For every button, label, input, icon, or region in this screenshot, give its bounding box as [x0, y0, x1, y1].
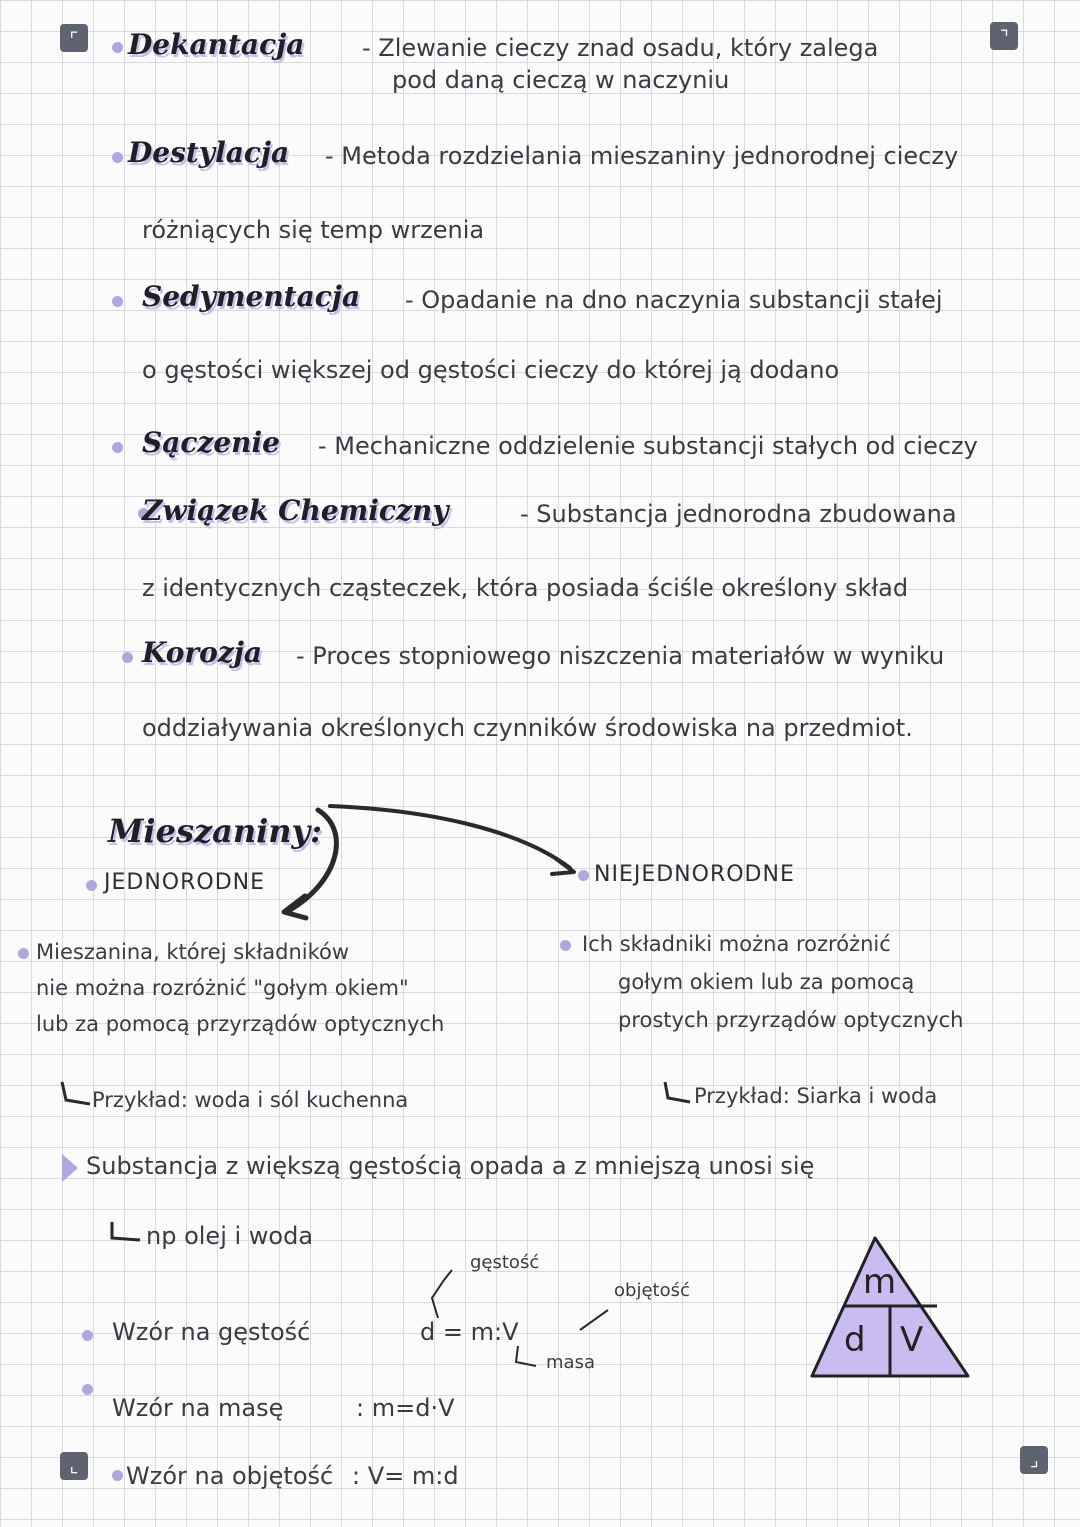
- term-korozja: Korozja: [142, 636, 262, 669]
- bullet-icon: [560, 940, 571, 951]
- term-destylacja: Destylacja: [128, 136, 290, 169]
- definition-text: - Metoda rozdzielania mieszaniny jednorodnej cieczy: [325, 142, 959, 170]
- bullet-icon: [86, 880, 97, 891]
- definition-text: - Opadanie na dno naczynia substancji stałej: [405, 286, 943, 314]
- definition-text: - Substancja jednorodna zbudowana: [520, 500, 957, 528]
- corner-marker-bottom-right: ⌟: [1020, 1446, 1048, 1474]
- term-zwiazek-chemiczny: Związek Chemiczny: [142, 494, 449, 527]
- annotation-mass: masa: [546, 1352, 595, 1373]
- definition-text: - Proces stopniowego niszczenia materiałów w wyniku: [296, 642, 945, 670]
- homogeneous-desc: nie można rozróżnić "gołym okiem": [36, 976, 409, 1000]
- definition-text: z identycznych cząsteczek, która posiada ściśle określony skład: [142, 574, 909, 602]
- homogeneous-example: Przykład: woda i sól kuchenna: [92, 1088, 409, 1112]
- definition-text: oddziaływania określonych czynników środowiska na przedmiot.: [142, 714, 913, 742]
- homogeneous-desc: lub za pomocą przyrządów optycznych: [36, 1012, 445, 1036]
- definition-text: - Mechaniczne oddzielenie substancji stałych od cieczy: [318, 432, 978, 460]
- bullet-icon: [112, 1470, 123, 1481]
- definition-text: pod daną cieczą w naczyniu: [392, 66, 730, 94]
- mixtures-title: Mieszaniny:: [108, 812, 322, 850]
- heterogeneous-desc: Ich składniki można rozróżnić: [582, 932, 891, 956]
- formula-density: d = m:V: [420, 1318, 519, 1346]
- homogeneous-label: JEDNORODNE: [104, 870, 266, 895]
- bullet-icon: [578, 870, 589, 881]
- formula-volume-label: Wzór na objętość: [126, 1462, 334, 1490]
- formula-mass-label: Wzór na masę: [112, 1394, 284, 1422]
- triangle-volume: V: [900, 1320, 924, 1360]
- density-note: Substancja z większą gęstością opada a z mniejszą unosi się: [86, 1152, 815, 1180]
- definition-text: - Zlewanie cieczy znad osadu, który zalega: [362, 34, 879, 62]
- definition-text: różniących się temp wrzenia: [142, 216, 485, 244]
- triangle-mass: m: [863, 1262, 897, 1302]
- bullet-icon: [82, 1384, 93, 1395]
- heterogeneous-desc: gołym okiem lub za pomocą: [618, 970, 915, 994]
- annotation-density: gęstość: [470, 1252, 540, 1273]
- heterogeneous-desc: prostych przyrządów optycznych: [618, 1008, 964, 1032]
- formula-mass: : m=d·V: [356, 1394, 455, 1422]
- heterogeneous-example: Przykład: Siarka i woda: [694, 1084, 938, 1108]
- corner-marker-top-right: ⌝: [990, 22, 1018, 50]
- corner-marker-top-left: ⌜: [60, 24, 88, 52]
- annotation-volume: objętość: [614, 1280, 690, 1301]
- heterogeneous-label: NIEJEDNORODNE: [594, 862, 795, 887]
- chevron-right-icon: [62, 1154, 78, 1182]
- formula-density-label: Wzór na gęstość: [112, 1318, 311, 1346]
- formula-volume: : V= m:d: [352, 1462, 459, 1490]
- term-dekantacja: Dekantacja: [128, 28, 305, 61]
- definition-text: o gęstości większej od gęstości cieczy do której ją dodano: [142, 356, 840, 384]
- term-sedymentacja: Sedymentacja: [142, 280, 361, 313]
- term-saczenie: Sączenie: [142, 426, 280, 459]
- bullet-icon: [18, 948, 29, 959]
- corner-marker-bottom-left: ⌞: [60, 1452, 88, 1480]
- bullet-icon: [82, 1330, 93, 1341]
- homogeneous-desc: Mieszanina, której składników: [36, 940, 350, 964]
- density-example: np olej i woda: [146, 1222, 314, 1250]
- triangle-density: d: [844, 1320, 866, 1360]
